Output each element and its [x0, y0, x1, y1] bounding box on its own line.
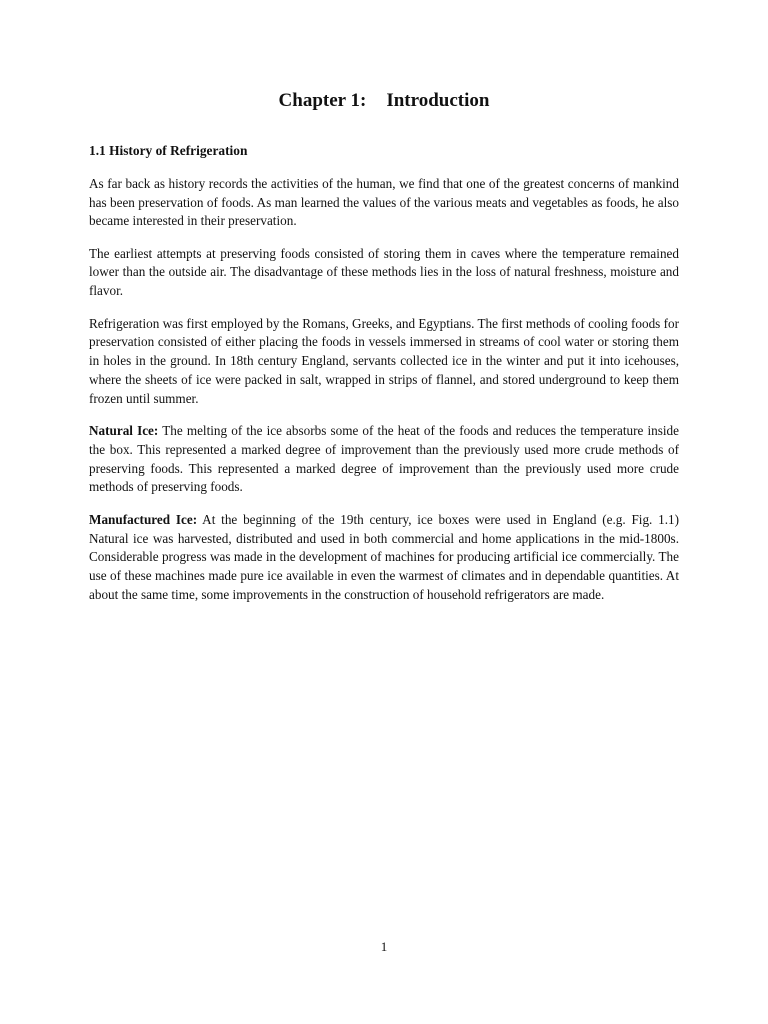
paragraph-earliest-attempts: The earliest attempts at preserving foods consisted of storing them in caves where the temperature remained lower than the outside air. The disadvantage of these methods lies in the loss of natural freshness, moisture and flavor.: [89, 245, 679, 299]
document-body: [89, 142, 679, 618]
paragraph-intro: As far back as history records the activities of the human, we find that one of the greatest concerns of mankind has been preservation of foods. As man learned the values of the various meats and vegetables as foods, he also became interested in their preservation.: [89, 175, 679, 229]
section-heading: 1.1 History of Refrigeration: [89, 143, 248, 158]
natural-ice-lead: Natural Ice:: [89, 423, 159, 439]
manufactured-ice-lead: Manufactured Ice:: [89, 511, 198, 527]
manufactured-ice-text: At the beginning of the 19th century, ice boxes were used in England (e.g. Fig. 1.1) Natural ice was harvested, distributed and used in both commercial and home applications in the mid-1800s. Considerable progress was made in the development of machines for producing artificial ice commercially. The use of these machines made pure ice available in even the warmest of climates and in dependable quantities. At about the same time, some improvements in the construction of household refrigerators are made.: [89, 511, 680, 602]
chapter-name: Introduction: [386, 90, 490, 111]
chapter-title: [0, 90, 768, 112]
page-number: 1: [380, 939, 388, 954]
paragraph-manufactured-ice: [89, 511, 679, 605]
natural-ice-text: The melting of the ice absorbs some of the heat of the foods and reduces the temperature inside the box. This represented a marked degree of improvement than the previously used more crude methods of preserving foods. This represented a marked degree of improvement than the previously used more crude methods of preserving foods.: [89, 423, 679, 495]
chapter-label: Chapter 1:: [278, 90, 367, 111]
paragraph-natural-ice: [89, 422, 679, 497]
paragraph-romans-greeks: Refrigeration was first employed by the Romans, Greeks, and Egyptians. The first methods of cooling foods for preservation consisted of either placing the foods in vessels immersed in streams of cool water or storing them in holes in the ground. In 18th century England, servants collected ice in the winter and put it into icehouses, where the sheets of ice were packed in salt, wrapped in strips of flannel, and stored underground to keep them frozen until summer.: [89, 315, 679, 406]
